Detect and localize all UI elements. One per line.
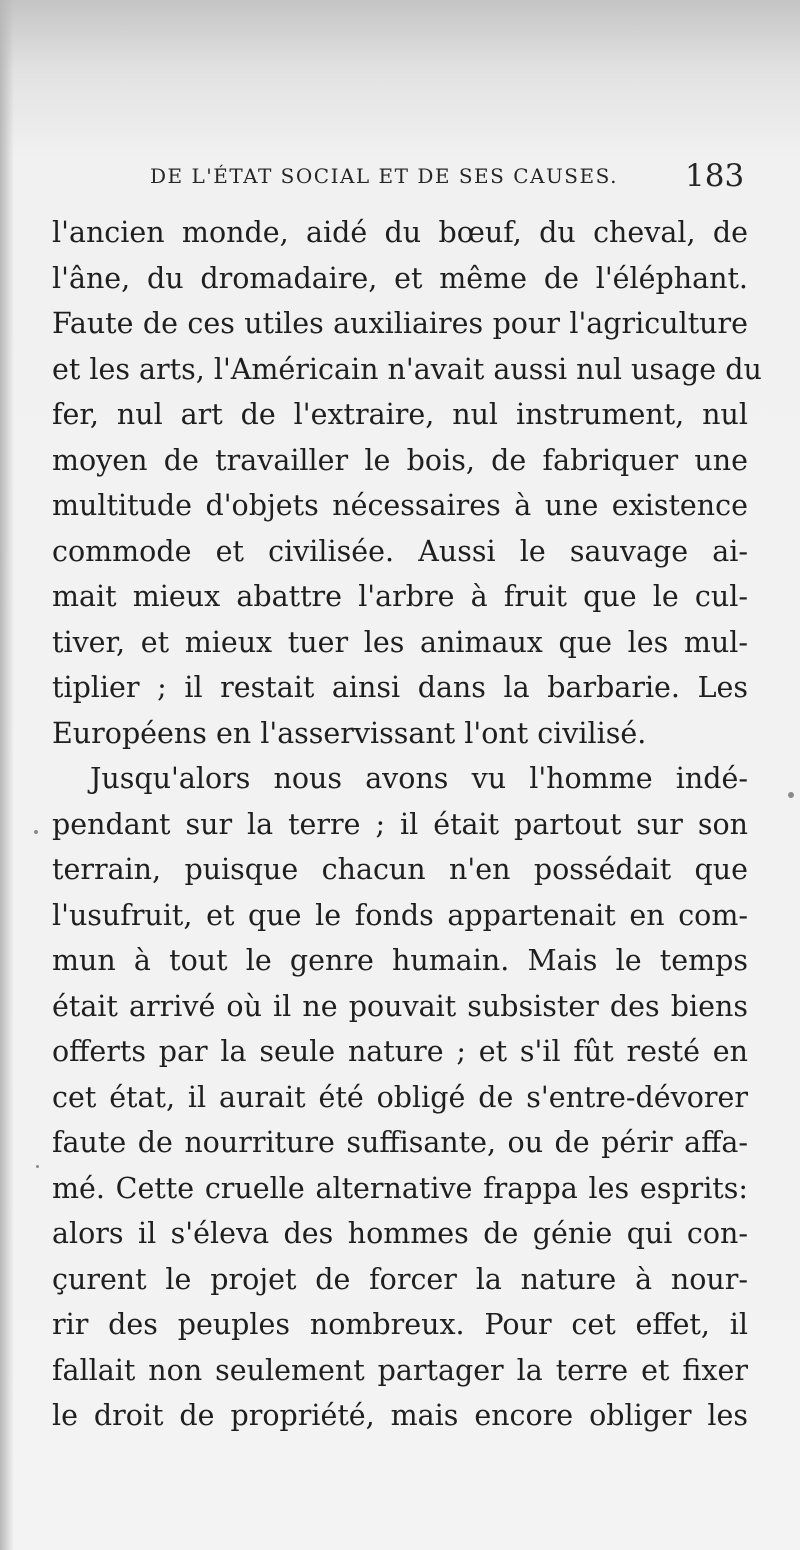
text-line: était arrivé où il ne pouvait subsister des biens — [52, 989, 748, 1023]
text-line: mait mieux abattre l'arbre à fruit que le cul- — [52, 580, 748, 613]
text-line: le droit de propriété, mais encore obliger les — [52, 1399, 748, 1432]
text-line: çurent le projet de forcer la nature à nour- — [52, 1262, 748, 1296]
text-line: moyen de travailler le bois, de fabriquer une — [52, 443, 748, 477]
text-line: multitude d'objets nécessaires à une existence — [52, 489, 748, 522]
page-number: 183 — [685, 158, 745, 194]
text-line: faute de nourriture suffisante, ou de périr affa- — [52, 1126, 748, 1159]
text-line: l'ancien monde, aidé du bœuf, du cheval, de — [52, 216, 748, 249]
text-line: fallait non seulement partager la terre et fixer — [52, 1353, 748, 1387]
text-line: et les arts, l'Américain n'avait aussi nul usage du — [52, 352, 762, 386]
paper-speck — [34, 830, 38, 834]
running-title: DE L'ÉTAT SOCIAL ET DE SES CAUSES. — [150, 164, 618, 188]
text-line: alors il s'éleva des hommes de génie qui con- — [52, 1217, 748, 1250]
paper-speck — [36, 1165, 39, 1168]
paragraph-start-line: Jusqu'alors nous avons vu l'homme indé- — [90, 762, 748, 795]
text-line: mé. Cette cruelle alternative frappa les esprits: — [52, 1171, 748, 1205]
paragraph-end-line: Européens en l'asservissant l'ont civilisé. — [52, 716, 647, 750]
text-line: Faute de ces utiles auxiliaires pour l'agriculture — [52, 307, 748, 340]
text-line: tiver, et mieux tuer les animaux que les mul- — [52, 625, 748, 659]
text-line: rir des peuples nombreux. Pour cet effet, il — [52, 1308, 748, 1341]
text-line: cet état, il aurait été obligé de s'entre-dévorer — [52, 1080, 748, 1114]
running-head — [150, 158, 790, 194]
text-line: fer, nul art de l'extraire, nul instrument, nul — [52, 398, 748, 431]
text-line: commode et civilisée. Aussi le sauvage ai- — [52, 534, 748, 568]
text-line: l'âne, du dromadaire, et même de l'éléphant. — [52, 261, 748, 295]
text-line: l'usufruit, et que le fonds appartenait en com- — [52, 898, 748, 932]
page-edge-shadow — [0, 0, 14, 1550]
text-line: terrain, puisque chacun n'en possédait que — [52, 853, 748, 886]
body-text — [52, 210, 762, 1439]
text-line: tiplier ; il restait ainsi dans la barbarie. Les — [52, 671, 748, 704]
paper-speck — [788, 792, 794, 798]
text-line: offerts par la seule nature ; et s'il fût resté en — [52, 1035, 748, 1068]
text-line: mun à tout le genre humain. Mais le temps — [52, 944, 748, 977]
text-line: pendant sur la terre ; il était partout sur son — [52, 807, 748, 841]
